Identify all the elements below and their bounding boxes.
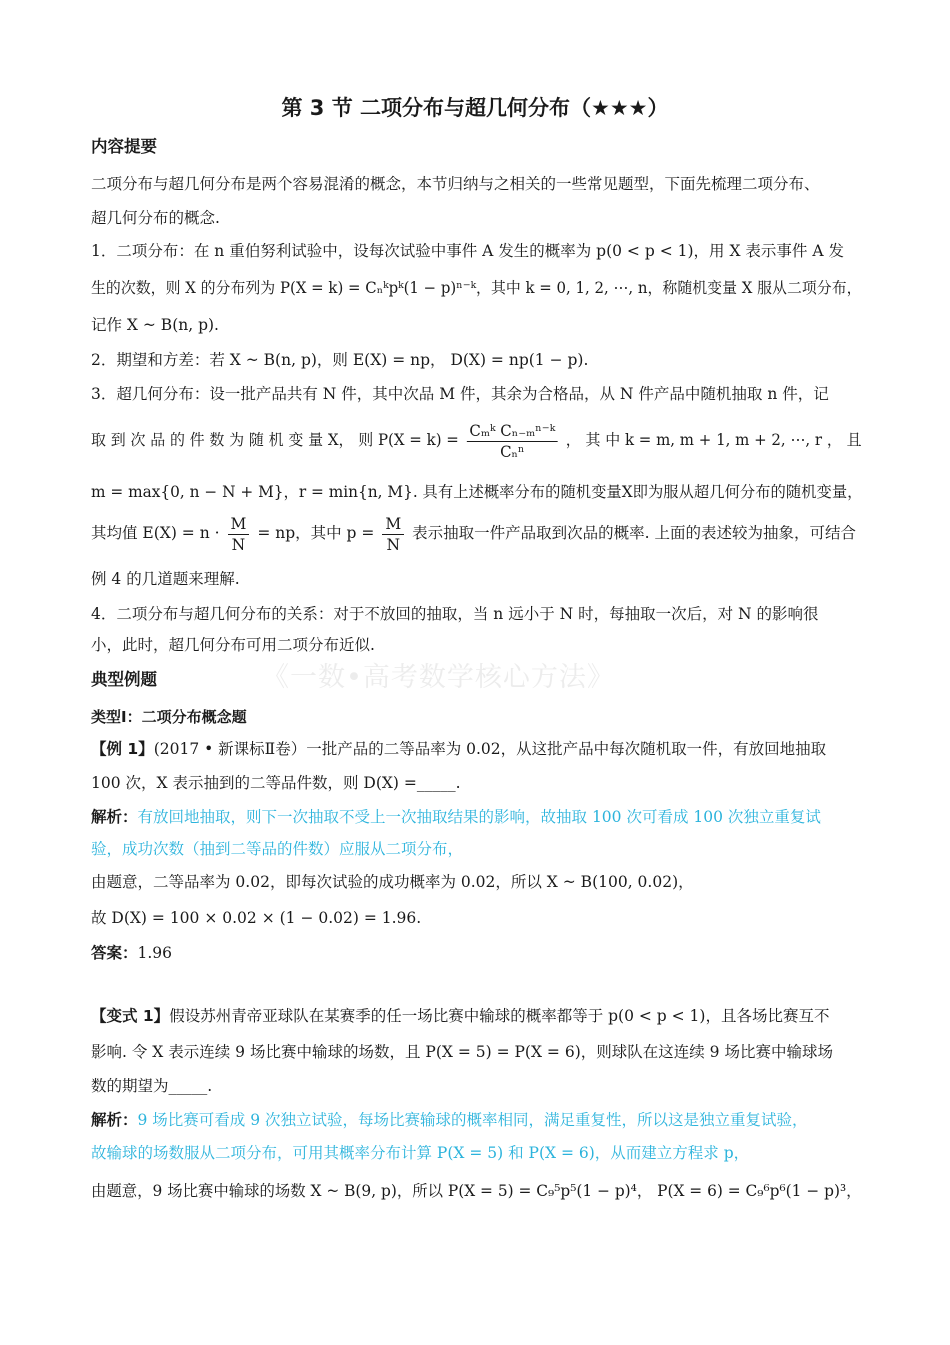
example1-question-line2: 100 次，X 表示抽到的二等品件数，则 D(X) =_____. — [91, 774, 461, 792]
relation-line1: 4．二项分布与超几何分布的关系：对于不放回的抽取，当 n 远小于 N 时，每抽取一次后，对 N 的影响很 — [91, 605, 819, 623]
mean-fraction-2 — [382, 514, 404, 555]
answer-value: 1.96 — [137, 944, 173, 962]
variant1-question-line2: 影响. 令 X 表示连续 9 场比赛中输球的场数，且 P(X = 5) = P(X = 6)，则球队在这连续 9 场比赛中输球场 — [91, 1043, 833, 1061]
example1-solution-line3: 由题意，二等品率为 0.02，即每次试验的成功概率为 0.02，所以 X ~ B(100, 0.02)， — [91, 873, 694, 891]
variant1-question-line3: 数的期望为_____. — [91, 1077, 213, 1095]
watermark: 《一数•高考数学核心方法》 — [262, 662, 615, 693]
variant1-label: 【变式 1】 — [91, 1007, 170, 1025]
fraction-numerator: Cₘᵏ Cₙ₋ₘⁿ⁻ᵏ — [467, 421, 559, 442]
solution-hint: 9 场比赛可看成 9 次独立试验，每场比赛输球的概率相同，满足重复性，所以这是独立重复试验， — [137, 1111, 808, 1129]
variant1-solution-line1 — [91, 1109, 808, 1131]
binomial-def-line1: 1．二项分布：在 n 重伯努利试验中，设每次试验中事件 A 发生的概率为 p(0 < p < 1)，用 X 表示事件 A 发 — [91, 242, 844, 260]
solution-hint: 有放回地抽取，则下一次抽取不受上一次抽取结果的影响，故抽取 100 次可看成 100 次独立重复试 — [137, 808, 821, 826]
hypergeometric-def-line1: 3．超几何分布：设一批产品共有 N 件，其中次品 M 件，其余为合格品，从 N 件产品中随机抽取 n 件，记 — [91, 385, 829, 403]
variant1-question-text: 假设苏州青帝亚球队在某赛季的任一场比赛中输球的概率都等于 p(0 < p < 1)，且各场比赛互不 — [169, 1007, 830, 1025]
variant1-question-line1 — [91, 1005, 829, 1027]
mean-text-a: 其均值 E(X) = n · — [91, 524, 220, 542]
solution-label: 解析： — [91, 1111, 138, 1129]
page-title: 第 3 节 二项分布与超几何分布（★★★） — [281, 96, 669, 120]
example1-solution-line2: 验，成功次数（抽到二等品的件数）应服从二项分布， — [91, 840, 464, 858]
fraction-denominator: Cₙⁿ — [500, 442, 525, 461]
binomial-def-line2: 生的次数，则 X 的分布列为 P(X = k) = Cₙᵏpᵏ(1 − p)ⁿ⁻ᵏ，其中 k = 0, 1, 2, ⋯, n，称随机变量 X 服从二项分布， — [91, 279, 862, 297]
solution-label: 解析： — [91, 808, 138, 826]
relation-line2: 小，此时，超几何分布可用二项分布近似. — [91, 636, 375, 654]
fraction-denominator: N — [231, 535, 246, 554]
expectation-variance-line: 2．期望和方差：若 X ~ B(n, p)，则 E(X) = np， D(X) = np(1 − p). — [91, 351, 589, 369]
mean-text-b: = np，其中 p = — [257, 524, 375, 542]
fraction-numerator: M — [382, 514, 404, 535]
hypergeometric-formula-tail: ， 其 中 k = m, m + 1, m + 2, ⋯, r ， 且 — [565, 431, 862, 449]
fraction-denominator: N — [386, 535, 401, 554]
hypergeometric-def-line5: 例 4 的几道题来理解. — [91, 570, 240, 588]
hypergeometric-mean-line — [91, 513, 856, 555]
answer-label: 答案： — [91, 944, 138, 962]
mean-fraction-1 — [228, 514, 250, 555]
example1-solution-line1 — [91, 806, 821, 828]
mean-text-c: 表示抽取一件产品取到次品的概率. 上面的表述较为抽象，可结合 — [412, 524, 857, 542]
hypergeometric-def-line2 — [91, 420, 862, 462]
examples-heading: 典型例题 — [91, 670, 157, 689]
hypergeometric-formula-lead: 取 到 次 品 的 件 数 为 随 机 变 量 X， 则 P(X = k) = — [91, 431, 459, 449]
variant1-solution-line3: 由题意，9 场比赛中输球的场数 X ~ B(9, p)，所以 P(X = 5) = C₉⁵p⁵(1 − p)⁴， P(X = 6) = C₉⁶p⁶(1 − p)³， — [91, 1182, 862, 1200]
binomial-def-line3: 记作 X ~ B(n, p). — [91, 316, 219, 334]
summary-intro-line2: 超几何分布的概念. — [91, 209, 220, 227]
example1-question-text: (2017 • 新课标Ⅱ卷）一批产品的二等品率为 0.02，从这批产品中每次随机取一件，有放回地抽取 — [153, 740, 827, 758]
type1-heading: 类型Ⅰ：二项分布概念题 — [91, 708, 247, 726]
hypergeometric-def-line3: m = max{0, n − N + M}，r = min{n, M}. 具有上述概率分布的随机变量X即为服从超几何分布的随机变量， — [91, 483, 863, 501]
summary-intro-line1: 二项分布与超几何分布是两个容易混淆的概念，本节归纳与之相关的一些常见题型，下面先梳理二项分布、 — [91, 175, 820, 193]
summary-heading: 内容提要 — [91, 137, 157, 156]
hypergeometric-fraction — [467, 421, 559, 462]
example1-label: 【例 1】 — [91, 740, 154, 758]
fraction-numerator: M — [228, 514, 250, 535]
example1-solution-line4: 故 D(X) = 100 × 0.02 × (1 − 0.02) = 1.96. — [91, 909, 422, 927]
variant1-solution-line2: 故输球的场数服从二项分布，可用其概率分布计算 P(X = 5) 和 P(X = 6)，从而建立方程求 p， — [91, 1144, 750, 1162]
example1-question-line1 — [91, 738, 826, 760]
example1-answer — [91, 942, 172, 964]
